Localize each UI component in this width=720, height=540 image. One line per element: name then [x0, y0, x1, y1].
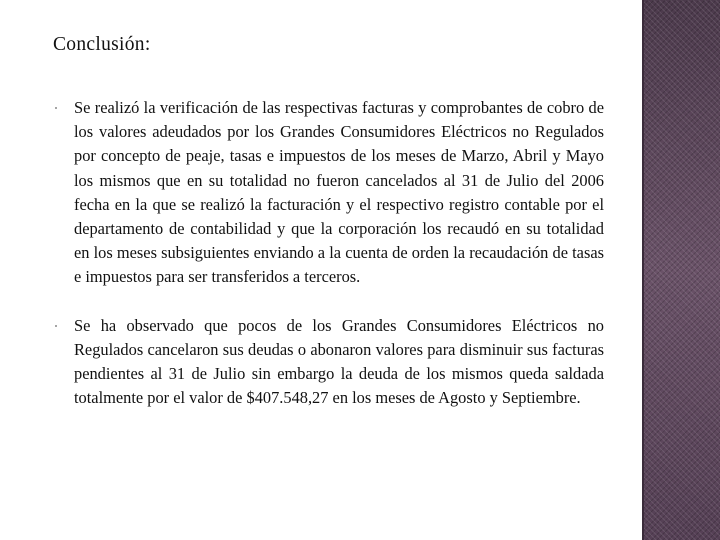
bullet-list — [52, 96, 604, 410]
decorative-side-panel — [642, 0, 720, 540]
bullet-dot-icon — [55, 325, 57, 327]
bullet-dot-icon — [55, 107, 57, 109]
slide-title: Conclusión: — [53, 34, 151, 55]
bullet-item-1 — [52, 96, 604, 290]
bullet-text-2: Se ha observado que pocos de los Grandes Consumidores Eléctricos no Regulados cancelaron sus deudas o abonaron valores para disminuir sus facturas pendientes al 31 de Julio sin embargo la deuda de los mismos queda saldada totalmente por el valor de $407.548,27 en los meses de Agosto y Septiembre. — [74, 315, 604, 408]
bullet-item-2 — [52, 314, 604, 411]
bullet-text-1: Se realizó la verificación de las respectivas facturas y comprobantes de cobro de los valores adeudados por los Grandes Consumidores Eléctricos no Regulados por concepto de peaje, tasas e impuestos de los meses de Marzo, Abril y Mayo los mismos que en su totalidad no fueron cancelados al 31 de Julio del 2006 fecha en la que se realizó la facturación y el respectivo registro contable por el departamento de contabilidad y que la corporación los recaudó en su totalidad en los meses subsiguientes enviando a la cuenta de orden la recaudación de tasas e impuestos para ser transferidos a terceros. — [74, 98, 604, 287]
